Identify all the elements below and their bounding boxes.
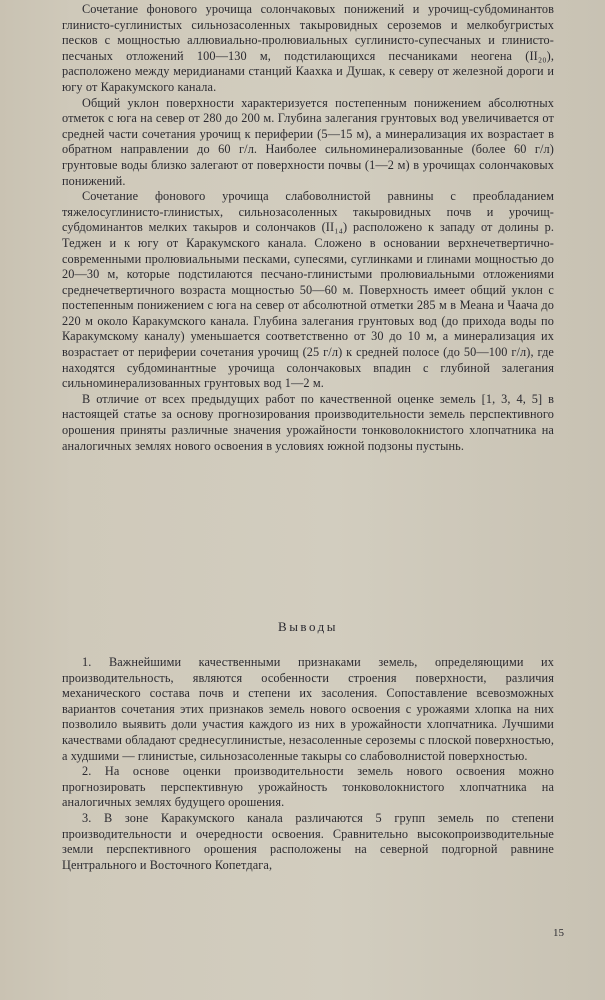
paragraph: В отличие от всех предыдущих работ по качественной оценке земель [1, 3, 4, 5] в настоящей статье за основу прогнозирования производительности земель перспективного орошения приняты различные значения урожайности тонковолокнистого хлопчатника на аналогичных землях нового освоения в условиях южной подзоны пустынь. [62, 391, 554, 453]
section-heading: Выводы [278, 619, 338, 634]
paragraph: Сочетание фонового урочища слабоволнистой равнины с преобладанием тяжелосуглинисто-глинистых, сильнозасоленных такыровидных почв и урочищ-субдоминантов мелких такыров и солончаков (II₁₄) расположено к западу от долины р. Теджен и к югу от Каракумского канала. Сложено в основании верхнечетвертично-современными пролювиальными песками, супесями, суглинками и глинами мощностью до 20—30 м, которые подстилаются песчано-глинистыми пролювиальными отложениями среднечетвертичного возраста мощностью 50—60 м. Поверхность имеет общий уклон с постепенным понижением с юга на север от абсолютной отметки 285 м в Меана и Чаача до 220 м около Каракумского канала. Глубина залегания грунтовых вод (до прихода воды по Каракумскому каналу) уменьшается соответственно от 30 до 10 м, а минерализация их возрастает от периферии сочетания урочищ (25 г/л) к средней полосе (до 50—100 г/л), где находятся субдоминантные урочища солончаковых впадин с глубиной залегания сильноминерализованных грунтовых вод 1—2 м. [62, 189, 554, 391]
body-text [62, 2, 554, 454]
conclusion-item: 3. В зоне Каракумского канала различаются 5 групп земель по степени производительности и очередности освоения. Сравнительно высокопроизводительные земли перспективного орошения расположены на северной подгорной равнине Центрального и Восточного Копетдага, [62, 810, 554, 872]
paragraph: Сочетание фонового урочища солончаковых понижений и урочищ-субдоминантов глинисто-суглинистых сильнозасоленных такыровидных сероземов и мелкобугристых песков с мощностью аллювиально-пролювиальных суглинисто-супесчаных и глинисто-песчаных отложений 100—130 м, подстилающихся песчаниками неогена (II₂₀), расположено между меридианами станций Каахка и Душак, к северу от железной дороги и югу от Каракумского канала. [62, 2, 554, 94]
conclusions-list [62, 655, 554, 873]
conclusion-item: 2. На основе оценки производительности земель нового освоения можно прогнозировать перспективную урожайность тонковолокнистого хлопчатника на аналогичных землях будущего орошения. [62, 764, 554, 810]
paragraph: Общий уклон поверхности характеризуется постепенным понижением абсолютных отметок с юга на север от 280 до 200 м. Глубина залегания грунтовых вод увеличивается от средней части сочетания урочищ к периферии (5—15 м), а минерализация их возрастает в обратном направлении до 60 г/л. Наиболее сильноминерализованные (более 60 г/л) грунтовые воды близко залегают от поверхности почвы (1—2 м) в урочищах солончаковых понижений. [62, 95, 554, 188]
conclusion-item: 1. Важнейшими качественными признаками земель, определяющими их производительность, являются особенности строения поверхности, различия механического состава почв и степени их засоления. Сопоставление всевозможных вариантов сочетания этих признаков земель нового освоения с урожаями хлопка на них позволило выявить доли участия каждого из них в урожайности хлопчатника. Лучшими качествами обладают среднесуглинистые, незасоленные сероземы с плоской поверхностью, а худшими — глинистые, сильнозасоленные такыры со слабоволнистой поверхностью. [62, 655, 554, 763]
page-number: 15 [553, 927, 564, 939]
